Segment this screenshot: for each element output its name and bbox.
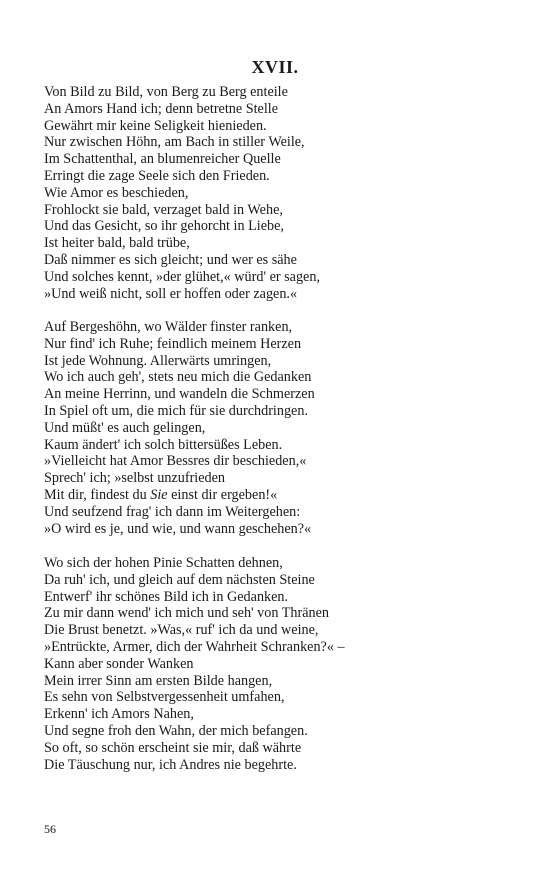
verse-line: Im Schattenthal, an blumenreicher Quelle xyxy=(44,151,281,168)
verse-line: Wie Amor es beschieden, xyxy=(44,184,189,201)
verse-line: Nur zwischen Höhn, am Bach in stiller Weile, xyxy=(44,134,305,151)
verse-line: Da ruh' ich, und gleich auf dem nächsten Steine xyxy=(44,571,315,588)
verse-line: »Entrückte, Armer, dich der Wahrheit Schranken?« – xyxy=(44,638,345,655)
verse-line: Und seufzend frag' ich dann im Weitergehen: xyxy=(44,503,301,520)
verse-line: Kaum ändert' ich solch bittersüßes Leben. xyxy=(44,436,283,453)
verse-line: Ist jede Wohnung. Allerwärts umringen, xyxy=(44,352,272,369)
poem-title: XVII. xyxy=(251,57,299,77)
verse-line: Zu mir dann wend' ich mich und seh' von Thränen xyxy=(44,605,329,622)
verse-line: Sprech' ich; »selbst unzufrieden xyxy=(44,470,226,487)
verse-line: An Amors Hand ich; denn betretne Stelle xyxy=(44,100,279,117)
verse-line: Mein irrer Sinn am ersten Bilde hangen, xyxy=(44,672,273,689)
stanza-2 xyxy=(44,319,514,537)
verse-line: Nur find' ich Ruhe; feindlich meinem Herzen xyxy=(44,335,302,352)
verse-line: Und müßt' es auch gelingen, xyxy=(44,419,206,436)
verse-line: Und solches kennt, »der glühet,« würd' er sagen, xyxy=(44,268,320,285)
verse-line: Wo ich auch geh', stets neu mich die Gedanken xyxy=(44,369,312,386)
verse-line: Auf Bergeshöhn, wo Wälder finster ranken, xyxy=(44,319,293,335)
verse-line: Erkenn' ich Amors Nahen, xyxy=(44,706,194,723)
verse-line: Mit dir, findest du Sie einst dir ergeben!« xyxy=(44,486,278,503)
verse-line: Und segne froh den Wahn, der mich befangen. xyxy=(44,722,308,739)
verse-line: Kann aber sonder Wanken xyxy=(44,655,194,672)
verse-line: In Spiel oft um, die mich für sie durchdringen. xyxy=(44,402,308,419)
verse-line: Die Brust benetzt. »Was,« ruf' ich da und weine, xyxy=(44,622,319,639)
stanza-1 xyxy=(44,84,514,302)
verse-line: Von Bild zu Bild, von Berg zu Berg enteile xyxy=(44,84,288,100)
verse-line: Und das Gesicht, so ihr gehorcht in Liebe, xyxy=(44,218,284,235)
verse-line: Die Täuschung nur, ich Andres nie begehrte. xyxy=(44,756,297,773)
verse-line: »Und weiß nicht, soll er hoffen oder zagen.« xyxy=(44,285,298,302)
verse-line: So oft, so schön erscheint sie mir, daß währte xyxy=(44,739,302,756)
verse-line: Es sehn von Selbstvergessenheit umfahen, xyxy=(44,689,285,706)
verse-line: Entwerf' ihr schönes Bild ich in Gedanken. xyxy=(44,588,289,605)
page-number: 56 xyxy=(44,822,56,836)
verse-line: »Vielleicht hat Amor Bessres dir beschieden,« xyxy=(44,453,307,470)
stanza-3 xyxy=(44,555,514,773)
verse-line: Frohlockt sie bald, verzaget bald in Wehe, xyxy=(44,201,283,218)
verse-line: Ist heiter bald, bald trübe, xyxy=(44,235,190,252)
verse-line: Daß nimmer es sich gleicht; und wer es sähe xyxy=(44,251,297,268)
verse-line: Erringt die zage Seele sich den Frieden. xyxy=(44,167,270,184)
verse-line: »O wird es je, und wie, und wann geschehen?« xyxy=(44,520,312,537)
verse-line: An meine Herrinn, und wandeln die Schmerzen xyxy=(44,386,315,403)
verse-line: Gewährt mir keine Seligkeit hienieden. xyxy=(44,117,267,134)
verse-line: Wo sich der hohen Pinie Schatten dehnen, xyxy=(44,555,283,571)
